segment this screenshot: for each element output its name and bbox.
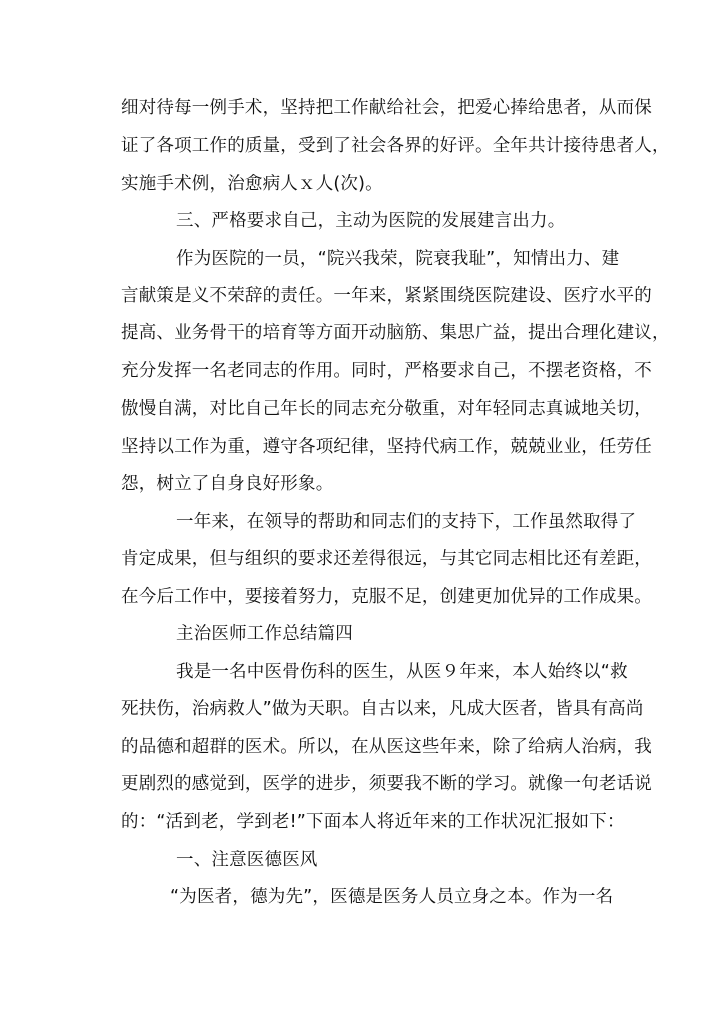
text-line: 傲慢自满，对比自己年长的同志充分敬重，对年轻同志真诚地关切，	[121, 399, 652, 419]
text-line: 充分发挥一名老同志的作用。同时，严格要求自己，不摆老资格，不	[121, 361, 652, 381]
text-line: 的品德和超群的医术。所以，在从医这些年来，除了给病人治病，我	[121, 737, 652, 757]
text-line: 证了各项工作的质量，受到了社会各界的好评。全年共计接待患者人，	[121, 136, 670, 156]
text-line: 一年来，在领导的帮助和同志们的支持下，工作虽然取得了	[176, 512, 637, 532]
text-line: 提高、业务骨干的培育等方面开动脑筋、集思广益，提出合理化建议，	[121, 323, 670, 343]
text-line: 坚持以工作为重，遵守各项纪律，坚持代病工作，兢兢业业，任劳任	[121, 437, 652, 457]
text-line: “为医者，德为先”，医德是医务人员立身之本。作为一名	[170, 887, 614, 907]
text-line: 肯定成果，但与组织的要求还差得很远，与其它同志相比还有差距，	[121, 549, 652, 569]
text-line: 死扶伤，治病救人”做为天职。自古以来，凡成大医者，皆具有高尚	[121, 699, 644, 719]
text-line: 实施手术例，治愈病人ｘ人(次)。	[121, 174, 383, 194]
text-line: 在今后工作中，要接着努力，克服不足，创建更加优异的工作成果。	[121, 587, 652, 607]
text-line: 我是一名中医骨伤科的医生，从医９年来，本人始终以“救	[176, 662, 628, 682]
section-heading: 三、严格要求自己，主动为医院的发展建言出力。	[176, 211, 566, 231]
text-line: 更剧烈的感觉到，医学的进步，须要我不断的学习。就像一句老话说	[121, 774, 652, 794]
text-line: 言献策是义不荣辞的责任。一年来，紧紧围绕医院建设、医疗水平的	[121, 286, 652, 306]
section-title: 主治医师工作总结篇四	[176, 624, 353, 644]
section-heading: 一、注意医德医风	[176, 850, 318, 870]
text-line: 作为医院的一员，“院兴我荣，院衰我耻”，知情出力、建	[176, 249, 620, 269]
text-line: 怨，树立了自身良好形象。	[121, 474, 334, 494]
text-line: 的：“活到老，学到老!”下面本人将近年来的工作状况汇报如下：	[121, 812, 625, 832]
text-line: 细对待每一例手术，坚持把工作献给社会，把爱心捧给患者，从而保	[121, 98, 652, 118]
